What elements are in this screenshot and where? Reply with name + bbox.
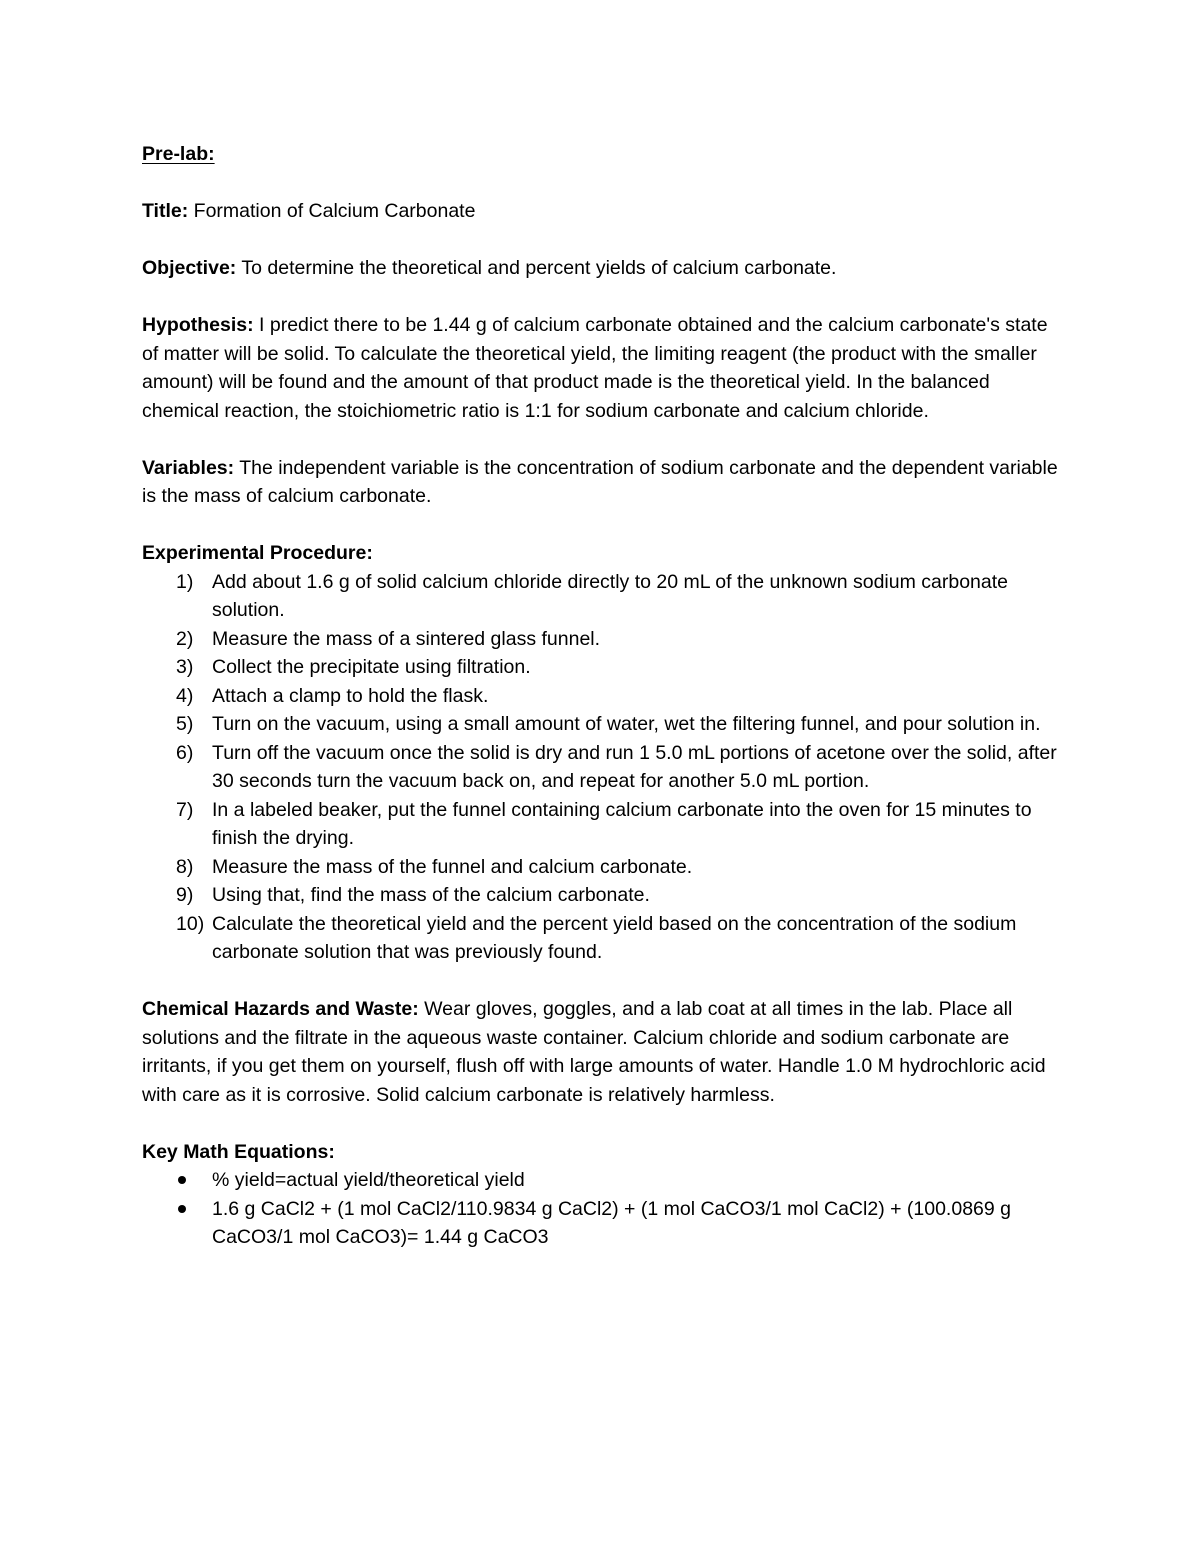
hypothesis-label: Hypothesis: — [142, 314, 254, 336]
procedure-heading — [142, 539, 1062, 568]
step-text: In a labeled beaker, put the funnel containing calcium carbonate into the oven for 15 minutes to finish the drying. — [212, 798, 1032, 849]
step-number: 4) — [176, 684, 194, 707]
variables-text: The independent variable is the concentration of sodium carbonate and the dependent variable is the mass of calcium carbonate. — [142, 456, 1058, 507]
equations-section — [142, 1138, 1062, 1252]
procedure-step — [142, 568, 1062, 625]
equation-item — [142, 1166, 1062, 1195]
equations-list — [142, 1166, 1062, 1252]
step-number: 6) — [176, 741, 194, 764]
variables-label: Variables: — [142, 456, 235, 479]
procedure-heading-text: Experimental Procedure: — [142, 542, 373, 564]
objective-label: Objective: — [142, 257, 237, 279]
bullet-icon — [178, 1176, 186, 1184]
prelab-heading — [142, 140, 1062, 169]
step-text: Measure the mass of a sintered glass funnel. — [212, 627, 601, 650]
step-text: Add about 1.6 g of solid calcium chloride directly to 20 mL of the unknown sodium carbonate solution. — [212, 570, 1008, 621]
equation-item — [142, 1195, 1062, 1252]
procedure-step — [142, 625, 1062, 654]
step-number: 3) — [176, 656, 194, 678]
equation-text: 1.6 g CaCl2 + (1 mol CaCl2/110.9834 g CaCl2) + (1 mol CaCO3/1 mol CaCl2) + (100.0869 g CaCO3/1 mol CaCO3)= 1.44 g CaCO3 — [212, 1197, 1011, 1248]
step-number: 2) — [176, 627, 194, 650]
hypothesis-section — [142, 311, 1062, 425]
step-text: Collect the precipitate using filtration. — [212, 656, 531, 678]
procedure-step — [142, 653, 1062, 682]
procedure-step — [142, 682, 1062, 711]
step-number: 10) — [176, 912, 205, 935]
step-text: Turn on the vacuum, using a small amount of water, wet the filtering funnel, and pour solution in. — [212, 713, 1041, 735]
step-text: Attach a clamp to hold the flask. — [212, 684, 489, 707]
objective-text: To determine the theoretical and percent yields of calcium carbonate. — [236, 257, 837, 279]
step-text: Calculate the theoretical yield and the percent yield based on the concentration of the sodium carbonate solution that was previously found. — [212, 912, 1017, 963]
title-text: Formation of Calcium Carbonate — [188, 200, 476, 222]
step-number: 5) — [176, 713, 194, 735]
procedure-list — [142, 568, 1062, 967]
title-label: Title: — [142, 200, 189, 222]
step-text: Measure the mass of the funnel and calcium carbonate. — [212, 855, 693, 878]
hazards-section — [142, 995, 1062, 1109]
equation-text: % yield=actual yield/theoretical yield — [212, 1169, 525, 1191]
title-section — [142, 197, 1062, 226]
step-number: 9) — [176, 884, 194, 906]
document-page — [142, 140, 1062, 1252]
bullet-icon — [178, 1205, 186, 1213]
procedure-step — [142, 796, 1062, 853]
procedure-step — [142, 881, 1062, 910]
hazards-text: Wear gloves, goggles, and a lab coat at all times in the lab. Place all solutions and the filtrate in the aqueous waste container. Calcium chloride and sodium carbonate are irritants, if you get them on yourself, flush off with large amounts of water. Handle 1.0 M hydrochloric acid with care as it is corrosive. Solid calcium carbonate is relatively harmless. — [142, 998, 1046, 1106]
procedure-step — [142, 739, 1062, 796]
hypothesis-text: I predict there to be 1.44 g of calcium carbonate obtained and the calcium carbonate's state of matter will be solid. To calculate the theoretical yield, the limiting reagent (the product with the smaller amount) will be found and the amount of that product made is the theoretical yield. In the balanced chemical reaction, the stoichiometric ratio is 1:1 for sodium carbonate and calcium chloride. — [142, 314, 1048, 422]
objective-section — [142, 254, 1062, 283]
equations-heading — [142, 1138, 1062, 1167]
step-number: 1) — [176, 570, 194, 593]
equations-heading-text: Key Math Equations: — [142, 1140, 335, 1163]
procedure-step — [142, 710, 1062, 739]
step-number: 8) — [176, 855, 194, 878]
procedure-step — [142, 910, 1062, 967]
step-number: 7) — [176, 798, 194, 821]
procedure-step — [142, 853, 1062, 882]
variables-section — [142, 454, 1062, 511]
prelab-heading-text: Pre-lab: — [142, 143, 215, 165]
procedure-section — [142, 539, 1062, 967]
hazards-label: Chemical Hazards and Waste: — [142, 998, 419, 1020]
step-text: Turn off the vacuum once the solid is dry and run 1 5.0 mL portions of acetone over the solid, after 30 seconds turn the vacuum back on, and repeat for another 5.0 mL portion. — [212, 741, 1057, 792]
step-text: Using that, find the mass of the calcium carbonate. — [212, 884, 650, 906]
